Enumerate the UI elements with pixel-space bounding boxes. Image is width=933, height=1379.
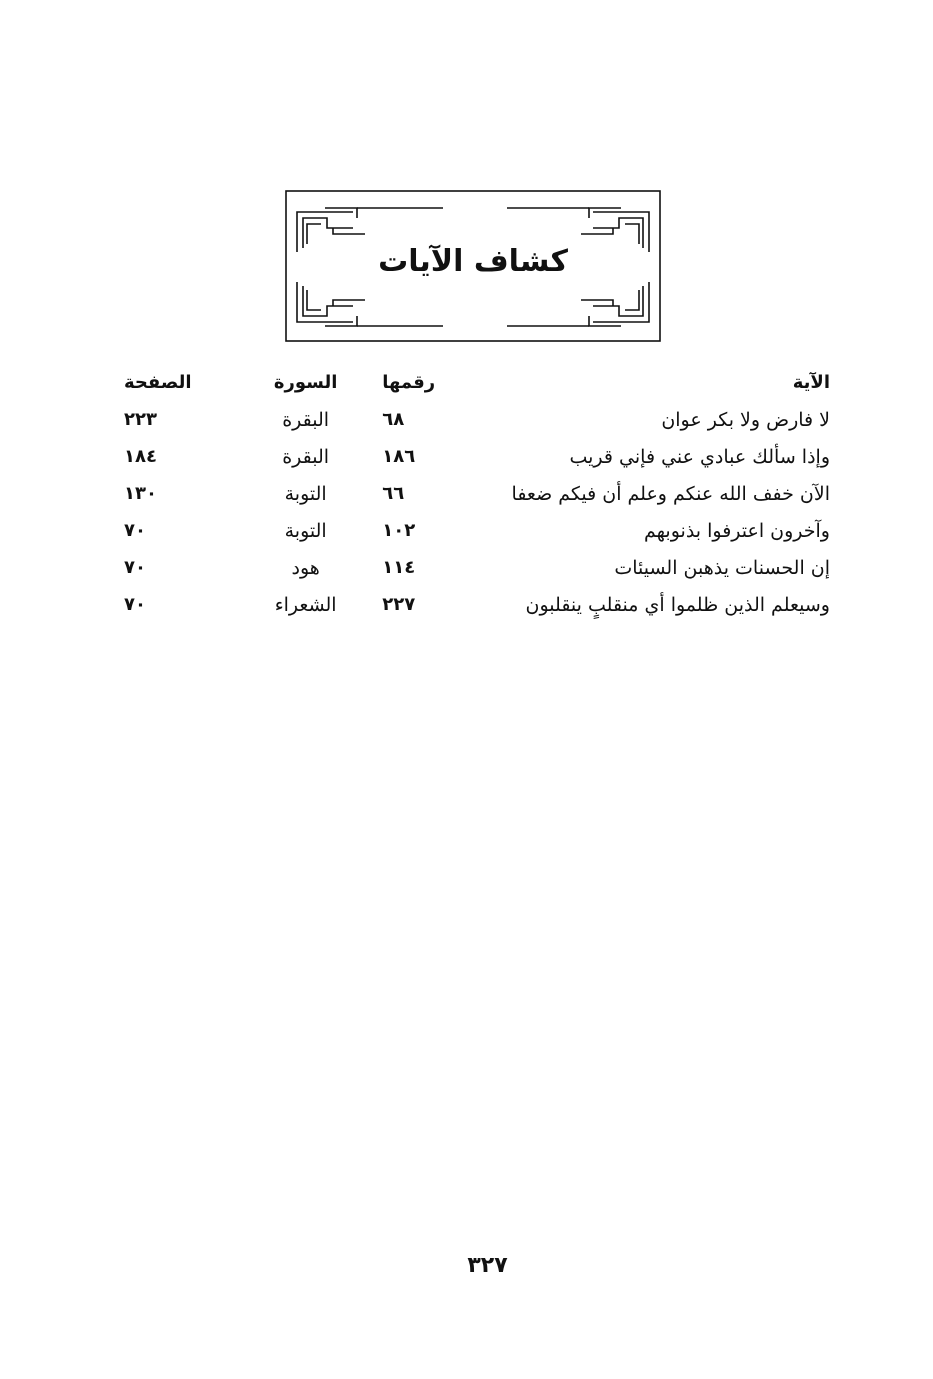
header-surah: السورة	[273, 372, 338, 393]
verse-text: وسيعلم الذين ظلموا أي منقلبٍ ينقلبون	[525, 593, 830, 616]
surah-name: البقرة	[282, 408, 330, 431]
page-ref: ١٨٤	[124, 446, 157, 467]
verse-number: ٦٨	[382, 409, 405, 430]
page-number: ٣٢٧	[467, 1253, 508, 1278]
page-ref: ١٣٠	[124, 483, 157, 504]
table-row	[110, 586, 830, 623]
verse-number: ١١٤	[382, 557, 416, 578]
verse-number: ٦٦	[382, 483, 405, 504]
surah-name: البقرة	[282, 445, 330, 468]
surah-name: التوبة	[284, 482, 327, 505]
verse-text: وإذا سألك عبادي عني فإني قريب	[569, 445, 830, 468]
page-ref: ٧٠	[124, 557, 146, 578]
verse-number: ٢٢٧	[382, 594, 416, 615]
page-ref: ٢٢٣	[124, 409, 157, 430]
table-row	[110, 401, 830, 438]
surah-name: الشعراء	[274, 593, 337, 616]
verse-text: الآن خفف الله عنكم وعلم أن فيكم ضعفا	[511, 482, 830, 505]
verse-number: ١٠٢	[382, 520, 416, 541]
verse-text: لا فارض ولا بكر عوان	[661, 408, 830, 431]
verse-text: إن الحسنات يذهبن السيئات	[614, 556, 830, 579]
title-frame	[285, 190, 661, 342]
page-ref: ٧٠	[124, 594, 146, 615]
header-number: رقمها	[382, 372, 436, 393]
verse-text: وآخرون اعترفوا بذنوبهم	[644, 519, 830, 542]
page-ref: ٧٠	[124, 520, 146, 541]
header-page: الصفحة	[124, 372, 192, 393]
page-title: كشاف الآيات	[378, 244, 568, 279]
table-row	[110, 549, 830, 586]
surah-name: هود	[291, 556, 320, 579]
header-verse: الآية	[792, 372, 830, 393]
table-row	[110, 475, 830, 512]
verse-number: ١٨٦	[382, 446, 416, 467]
surah-name: التوبة	[284, 519, 327, 542]
table-row	[110, 438, 830, 475]
table-header-row	[110, 364, 830, 401]
verse-index-table	[110, 364, 830, 623]
table-row	[110, 512, 830, 549]
